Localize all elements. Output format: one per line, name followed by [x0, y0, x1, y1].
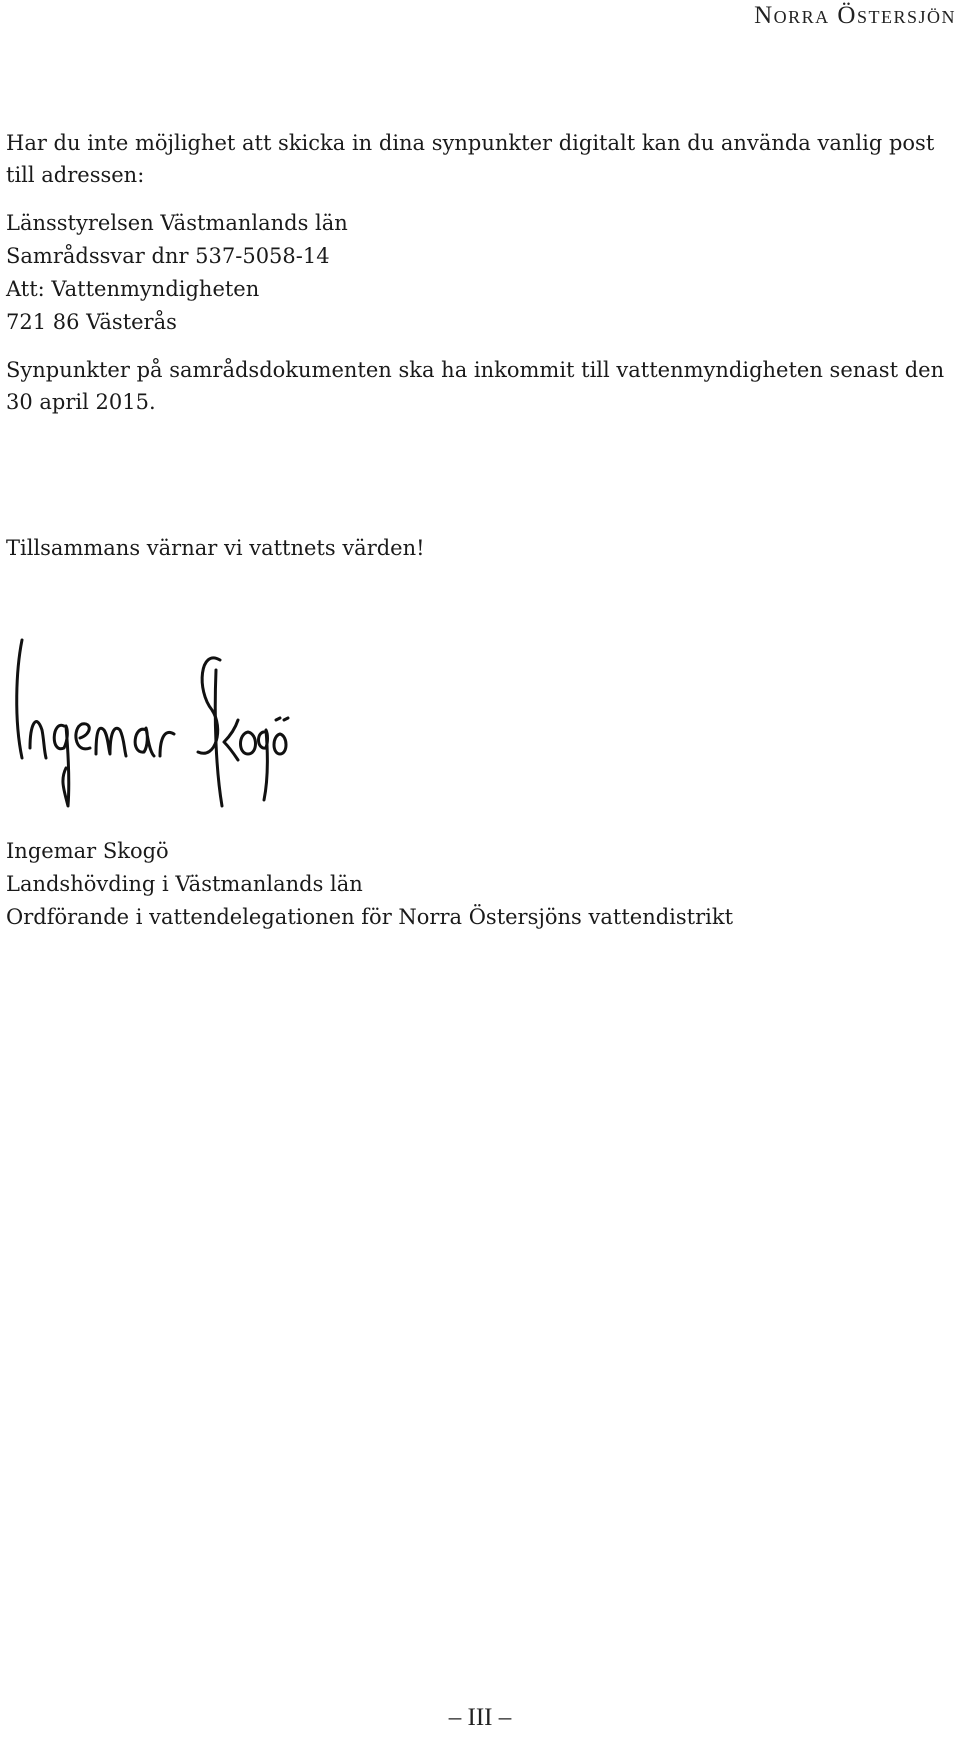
document-body: [6, 127, 954, 564]
address-line: Samrådssvar dnr 537-5058-14: [6, 244, 330, 268]
address-line: Länsstyrelsen Västmanlands län: [6, 211, 348, 235]
signatory-block: [6, 835, 954, 934]
address-line: Att: Vattenmyndigheten: [6, 277, 260, 301]
signatory-name: Ingemar Skogö: [6, 839, 169, 863]
closing-line: Tillsammans värnar vi vattnets värden!: [6, 536, 425, 560]
signatory-role: Ordförande i vattendelegationen för Norra Östersjöns vattendistrikt: [6, 905, 734, 929]
handwritten-signature: [10, 630, 290, 810]
signatory-title: Landshövding i Västmanlands län: [6, 872, 363, 896]
postal-address: [6, 207, 954, 339]
intro-paragraph: Har du inte möjlighet att skicka in dina synpunkter digitalt kan du använda vanlig post till adressen:: [6, 131, 935, 187]
address-line: 721 86 Västerås: [6, 310, 177, 334]
page-number: – III –: [448, 1704, 512, 1731]
running-header: Norra Östersjön: [754, 2, 956, 29]
deadline-paragraph: Synpunkter på samrådsdokumenten ska ha inkommit till vattenmyndigheten senast den 30 april 2015.: [6, 358, 945, 414]
